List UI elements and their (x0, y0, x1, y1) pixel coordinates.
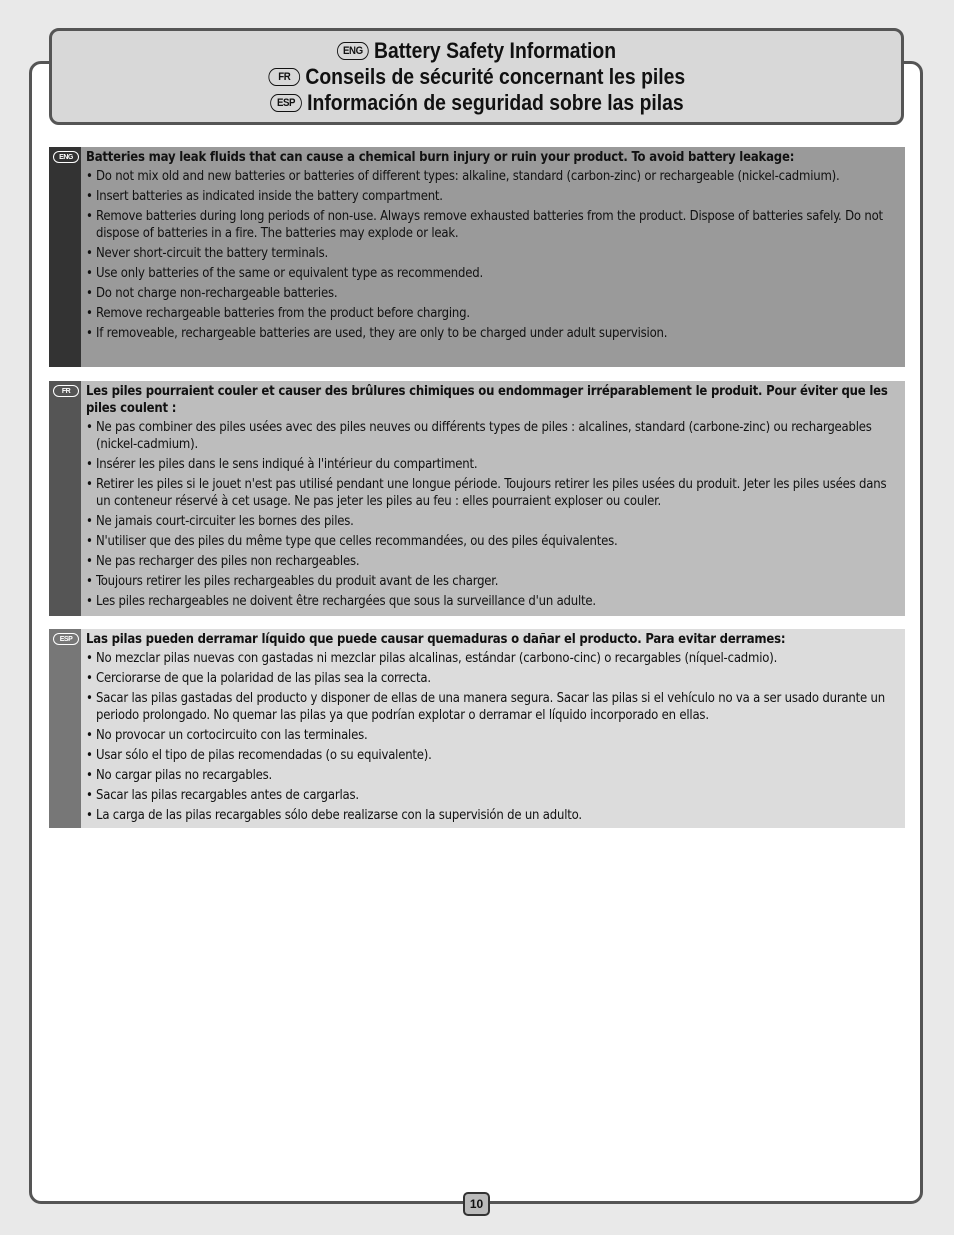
list-item: • Cerciorarse de que la polaridad de las pilas sea la correcta. (86, 670, 893, 687)
list-item: • No cargar pilas no recargables. (86, 767, 893, 784)
list-item: • Insérer les piles dans le sens indiqué à l'intérieur du compartiment. (86, 456, 893, 473)
title-spanish-text: Información de seguridad sobre las pilas (306, 89, 684, 115)
list-item: • Ne pas recharger des piles non rechargeables. (86, 553, 893, 570)
section-french-list (86, 419, 893, 610)
lang-badge-eng-icon: ENG (337, 42, 369, 60)
list-item: • Les piles rechargeables ne doivent être rechargées que sous la surveillance d'un adulte. (86, 593, 893, 610)
title-english (337, 38, 616, 64)
page-number: 10 (463, 1192, 490, 1216)
list-item: • Sacar las pilas recargables antes de cargarlas. (86, 787, 893, 804)
title-french (268, 64, 685, 90)
lang-badge-esp-icon: ESP (270, 94, 302, 112)
section-english (49, 147, 905, 367)
list-item: • Usar sólo el tipo de pilas recomendadas (o su equivalente). (86, 747, 893, 764)
list-item: • Toujours retirer les piles rechargeables du produit avant de les charger. (86, 573, 893, 590)
list-item: • If removeable, rechargeable batteries are used, they are only to be charged under adult supervision. (86, 325, 893, 342)
list-item: • Do not mix old and new batteries or batteries of different types: alkaline, standard (carbon-zinc) or rechargeable (nickel-cadmium). (86, 168, 893, 185)
title-french-text: Conseils de sécurité concernant les piles (305, 63, 685, 89)
section-english-strip (49, 147, 81, 367)
section-english-body (81, 147, 905, 367)
list-item: • Insert batteries as indicated inside the battery compartment. (86, 188, 893, 205)
list-item: • Sacar las pilas gastadas del producto y disponer de ellas de una manera segura. Sacar las pilas si el vehículo no va a ser usado durante un periodo prolongado. No quemar las pilas ya que podrían explotar o derramar el líquido incorporado en ellas. (86, 690, 893, 724)
section-spanish-heading: Las pilas pueden derramar líquido que puede causar quemaduras o dañar el producto. Para evitar derrames: (86, 632, 786, 647)
list-item: • No provocar un cortocircuito con las terminales. (86, 727, 893, 744)
list-item: • Ne pas combiner des piles usées avec des piles neuves ou différents types de piles : alcalines, standard (carbone-zinc) ou rechargeables (nickel-cadmium). (86, 419, 893, 453)
list-item: • N'utiliser que des piles du même type que celles recommandées, ou des piles équivalentes. (86, 533, 893, 550)
list-item: • Use only batteries of the same or equivalent type as recommended. (86, 265, 893, 282)
list-item: • La carga de las pilas recargables sólo debe realizarse con la supervisión de un adulto. (86, 807, 893, 824)
page-header (49, 28, 904, 125)
list-item: • No mezclar pilas nuevas con gastadas ni mezclar pilas alcalinas, estándar (carbono-cinc) o recargables (níquel-cadmio). (86, 650, 893, 667)
section-french (49, 381, 905, 616)
section-spanish (49, 629, 905, 828)
section-french-body (81, 381, 905, 616)
lang-badge-esp-icon: ESP (53, 633, 79, 645)
section-spanish-strip (49, 629, 81, 828)
section-spanish-list (86, 650, 893, 824)
list-item: • Never short-circuit the battery terminals. (86, 245, 893, 262)
list-item: • Remove batteries during long periods of non-use. Always remove exhausted batteries from the product. Dispose of batteries safely. Do not dispose of batteries in a fire. The batteries may explode or leak. (86, 208, 893, 242)
section-english-list (86, 168, 893, 342)
title-english-text: Battery Safety Information (373, 37, 617, 63)
list-item: • Remove rechargeable batteries from the product before charging. (86, 305, 893, 322)
section-french-strip (49, 381, 81, 616)
section-english-heading: Batteries may leak fluids that can cause a chemical burn injury or ruin your product. To avoid battery leakage: (86, 150, 795, 165)
lang-badge-fr-icon: FR (53, 385, 79, 397)
section-spanish-body (81, 629, 905, 828)
title-spanish (270, 90, 684, 116)
lang-badge-eng-icon: ENG (53, 151, 79, 163)
list-item: • Do not charge non-rechargeable batteries. (86, 285, 893, 302)
list-item: • Retirer les piles si le jouet n'est pas utilisé pendant une longue période. Toujours retirer les piles usées du produit. Jeter les piles usées dans un conteneur réservé à cet usage. Ne pas jeter les piles au feu : elles pourraient exploser ou couler. (86, 476, 893, 510)
list-item: • Ne jamais court-circuiter les bornes des piles. (86, 513, 893, 530)
section-french-heading: Les piles pourraient couler et causer des brûlures chimiques ou endommager irréparablement le produit. Pour éviter que les piles coulent : (86, 384, 888, 416)
lang-badge-fr-icon: FR (268, 68, 300, 86)
